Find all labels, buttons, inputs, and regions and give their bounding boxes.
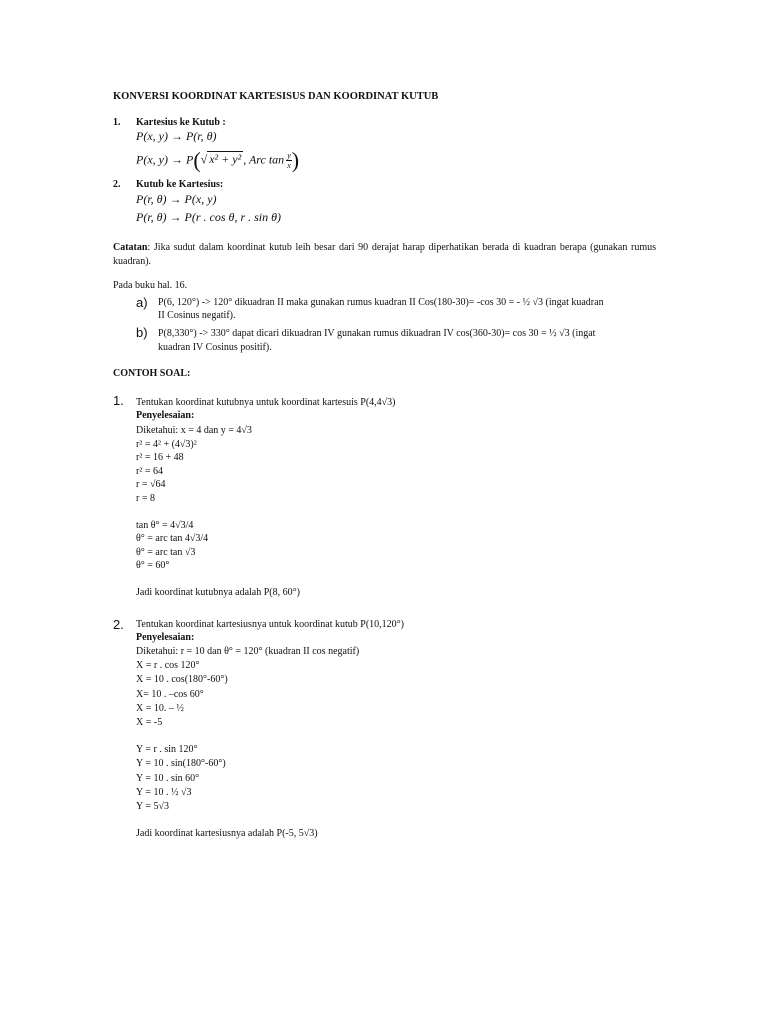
soal2-line: Y = 5√3 <box>136 801 169 813</box>
soal2-solution <box>136 645 359 841</box>
catatan-text: : Jika sudut dalam koordinat kutub leih besar dari 90 derajat harap diperhatikan berada di kuadran berapa (gunakan rumus kuadran). <box>113 242 656 267</box>
section2-formula1: P(r, θ) → P(x, y) <box>136 192 217 206</box>
soal2-line: Y = r . sin 120° <box>136 744 198 756</box>
section1-formula2: P(x, y) → P(√ x² + y² , Arc tan $\frac{y}{x}$ ) <box>136 147 300 173</box>
section1-number: 1. <box>113 117 121 128</box>
soal1-line: r² = 64 <box>136 465 163 477</box>
page-title: KONVERSI KOORDINAT KARTESISUS DAN KOORDINAT KUTUB <box>113 91 439 102</box>
soal1-number: 1. <box>113 393 124 408</box>
soal2-line: Y = 10 . ½ √3 <box>136 786 192 798</box>
soal2-line: X = -5 <box>136 717 163 729</box>
soal1-solution <box>136 424 300 600</box>
soal2-line: Y = 10 . sin(180°-60°) <box>136 758 226 770</box>
catatan-paragraph <box>113 241 656 269</box>
soal1-line: r = √64 <box>136 479 166 491</box>
soal1-line: Diketahui: x = 4 dan y = 4√3 <box>136 425 252 436</box>
item-a-line1: P(6, 120°) -> 120° dikuadran II maka gunakan rumus kuadran II Cos(180-30)= -cos 30 = - ½ √3 (ingat kuadran <box>158 297 604 308</box>
soal2-line: X= 10 . –cos 60° <box>136 688 204 700</box>
soal2-line: X = 10 . cos(180°-60°) <box>136 674 228 686</box>
soal1-question: Tentukan koordinat kutubnya untuk koordinat kartesuis P(4,4√3) <box>136 397 396 408</box>
soal2-line: Diketahui: r = 10 dan θ° = 120° (kuadran II cos negatif) <box>136 646 360 657</box>
soal1-line: r² = 4² + (4√3)² <box>136 438 197 450</box>
close-paren: ) <box>291 147 300 173</box>
soal2-question: Tentukan koordinat kartesiusnya untuk koordinat kutub P(10,120°) <box>136 619 404 630</box>
open-paren: ( <box>193 147 201 173</box>
soal1-line: Jadi koordinat kutubnya adalah P(8, 60°) <box>136 586 300 598</box>
soal2-line <box>136 730 359 743</box>
soal2-line: X = r . cos 120° <box>136 660 200 672</box>
formula2-arc: , Arc tan <box>243 152 285 167</box>
soal1-line <box>136 573 300 586</box>
soal2-penyelesaian: Penyelesaian: <box>136 632 195 643</box>
fraction-numerator: y <box>287 151 291 160</box>
soal2-line: Y = 10 . sin 60° <box>136 772 200 784</box>
item-b-marker: b) <box>136 325 148 340</box>
soal1-penyelesaian: Penyelesaian: <box>136 410 195 421</box>
fraction-denominator: x <box>287 161 291 170</box>
soal1-line: θ° = 60° <box>136 560 170 572</box>
pada-buku-text: Pada buku hal. 16. <box>113 280 188 291</box>
soal2-number: 2. <box>113 617 124 632</box>
soal1-line: θ° = arc tan 4√3/4 <box>136 533 209 545</box>
section2-number: 2. <box>113 179 121 190</box>
soal1-line: tan θ° = 4√3/4 <box>136 519 194 531</box>
soal2-line: Jadi koordinat kartesiusnya adalah P(-5, 5√3) <box>136 828 318 840</box>
item-a-line2: II Cosinus negatif). <box>158 310 236 321</box>
section2-heading: Kutub ke Kartesius: <box>136 179 224 190</box>
soal2-line: X = 10. – ½ <box>136 702 184 714</box>
item-a-marker: a) <box>136 295 148 310</box>
item-b-line1: P(8,330°) -> 330° dapat dicari dikuadran IV gunakan rumus dikuadran IV cos(360-30)= cos 30 = ½ √3 (ingat <box>158 328 596 339</box>
item-b-line2: kuadran IV Cosinus positif). <box>158 342 272 353</box>
soal1-line: θ° = arc tan √3 <box>136 546 196 558</box>
catatan-label: Catatan <box>113 242 148 253</box>
section2-formula2: P(r, θ) → P(r . cos θ, r . sin θ) <box>136 210 282 224</box>
section1-formula1: P(x, y) → P(r, θ) <box>136 129 217 143</box>
soal1-line <box>136 506 300 519</box>
formula2-sqrt: x² + y² <box>209 152 242 167</box>
formula2-lhs: P(x, y) → P <box>136 152 194 167</box>
soal1-line: r = 8 <box>136 492 155 504</box>
contoh-soal-heading: CONTOH SOAL: <box>113 368 191 379</box>
section1-heading: Kartesius ke Kutub : <box>136 117 226 128</box>
soal2-line <box>136 814 359 827</box>
soal1-line: r² = 16 + 48 <box>136 452 184 464</box>
